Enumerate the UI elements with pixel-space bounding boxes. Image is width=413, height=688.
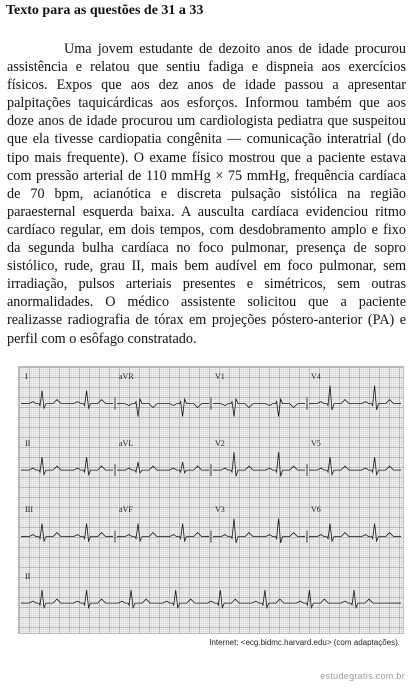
ecg-trace-ii [21, 457, 113, 475]
lead-label-v2: V2 [215, 438, 225, 448]
ecg-trace-avr [117, 399, 209, 417]
lead-label-i: I [25, 372, 28, 381]
lead-label-v5: V5 [311, 438, 321, 448]
ecg-trace-iii [21, 524, 113, 542]
lead-label-v3: V3 [215, 505, 225, 514]
ecg-trace-v1 [213, 399, 305, 417]
ecg-trace-v4 [309, 386, 401, 410]
ecg-traces [19, 367, 403, 633]
ecg-trace-v2 [213, 452, 305, 476]
case-passage: Uma jovem estudante de dezoito anos de idade procurou assistência e relatou que sentiu fadiga e dispneia aos exercícios físicos. Expos que aos dez anos de idade passou a apresentar palpitações taquicárdicas aos esforços. Informou também que aos doze anos de idade procurou um cardiologista pediatra que suspeitou que ela tivesse cardiopatia congênita — comunicação interatrial (do tipo mais frequente). O exame físico mostrou que a paciente estava com pressão arterial de 110 mmHg × 75 mmHg, frequência cardíaca de 70 bpm, acianótica e discreta pulsação sistólica na região paraesternal esquerda baixa. A ausculta cardíaca evidenciou ritmo cardíaco regular, em dois tempos, com desdobramento amplo e fixo da segunda bulha cardíaca no foco pulmonar, presença de sopro sistólico, rude, grau II, mais bem audível em foco pulmonar, sem irradiação, pulsos arteriais presentes e simétricos, sem outras anormalidades. O médico assistente solicitou que a paciente realizasse radiografia de tórax em projeções póstero-anterior (PA) e perfil com o esôfago constratado. [7, 41, 406, 347]
ecg-trace-ii-rhythm [21, 590, 401, 608]
ecg-trace-avl [117, 462, 209, 473]
site-watermark: estudegratis.com.br [320, 671, 405, 681]
lead-label-ii: II [25, 571, 31, 581]
lead-label-avr: aVR [119, 372, 134, 381]
ecg-figure [18, 366, 404, 634]
ecg-trace-avf [117, 524, 209, 542]
lead-label-avl: aVL [119, 438, 134, 448]
lead-label-v1: V1 [215, 372, 225, 381]
lead-label-avf: aVF [119, 505, 133, 514]
ecg-trace-v6 [309, 524, 401, 542]
lead-label-v6: V6 [311, 505, 321, 514]
figure-credit: Internet: <ecg.bidmc.harvard.edu> (com adaptações). [209, 638, 400, 647]
lead-label-iii: III [25, 505, 33, 514]
ecg-trace-v3 [213, 519, 305, 543]
lead-label-ii: II [25, 438, 31, 448]
lead-label-v4: V4 [311, 372, 321, 381]
ecg-trace-v5 [309, 457, 401, 475]
question-heading: Texto para as questões de 31 a 33 [6, 3, 204, 18]
ecg-trace-i [21, 391, 113, 409]
